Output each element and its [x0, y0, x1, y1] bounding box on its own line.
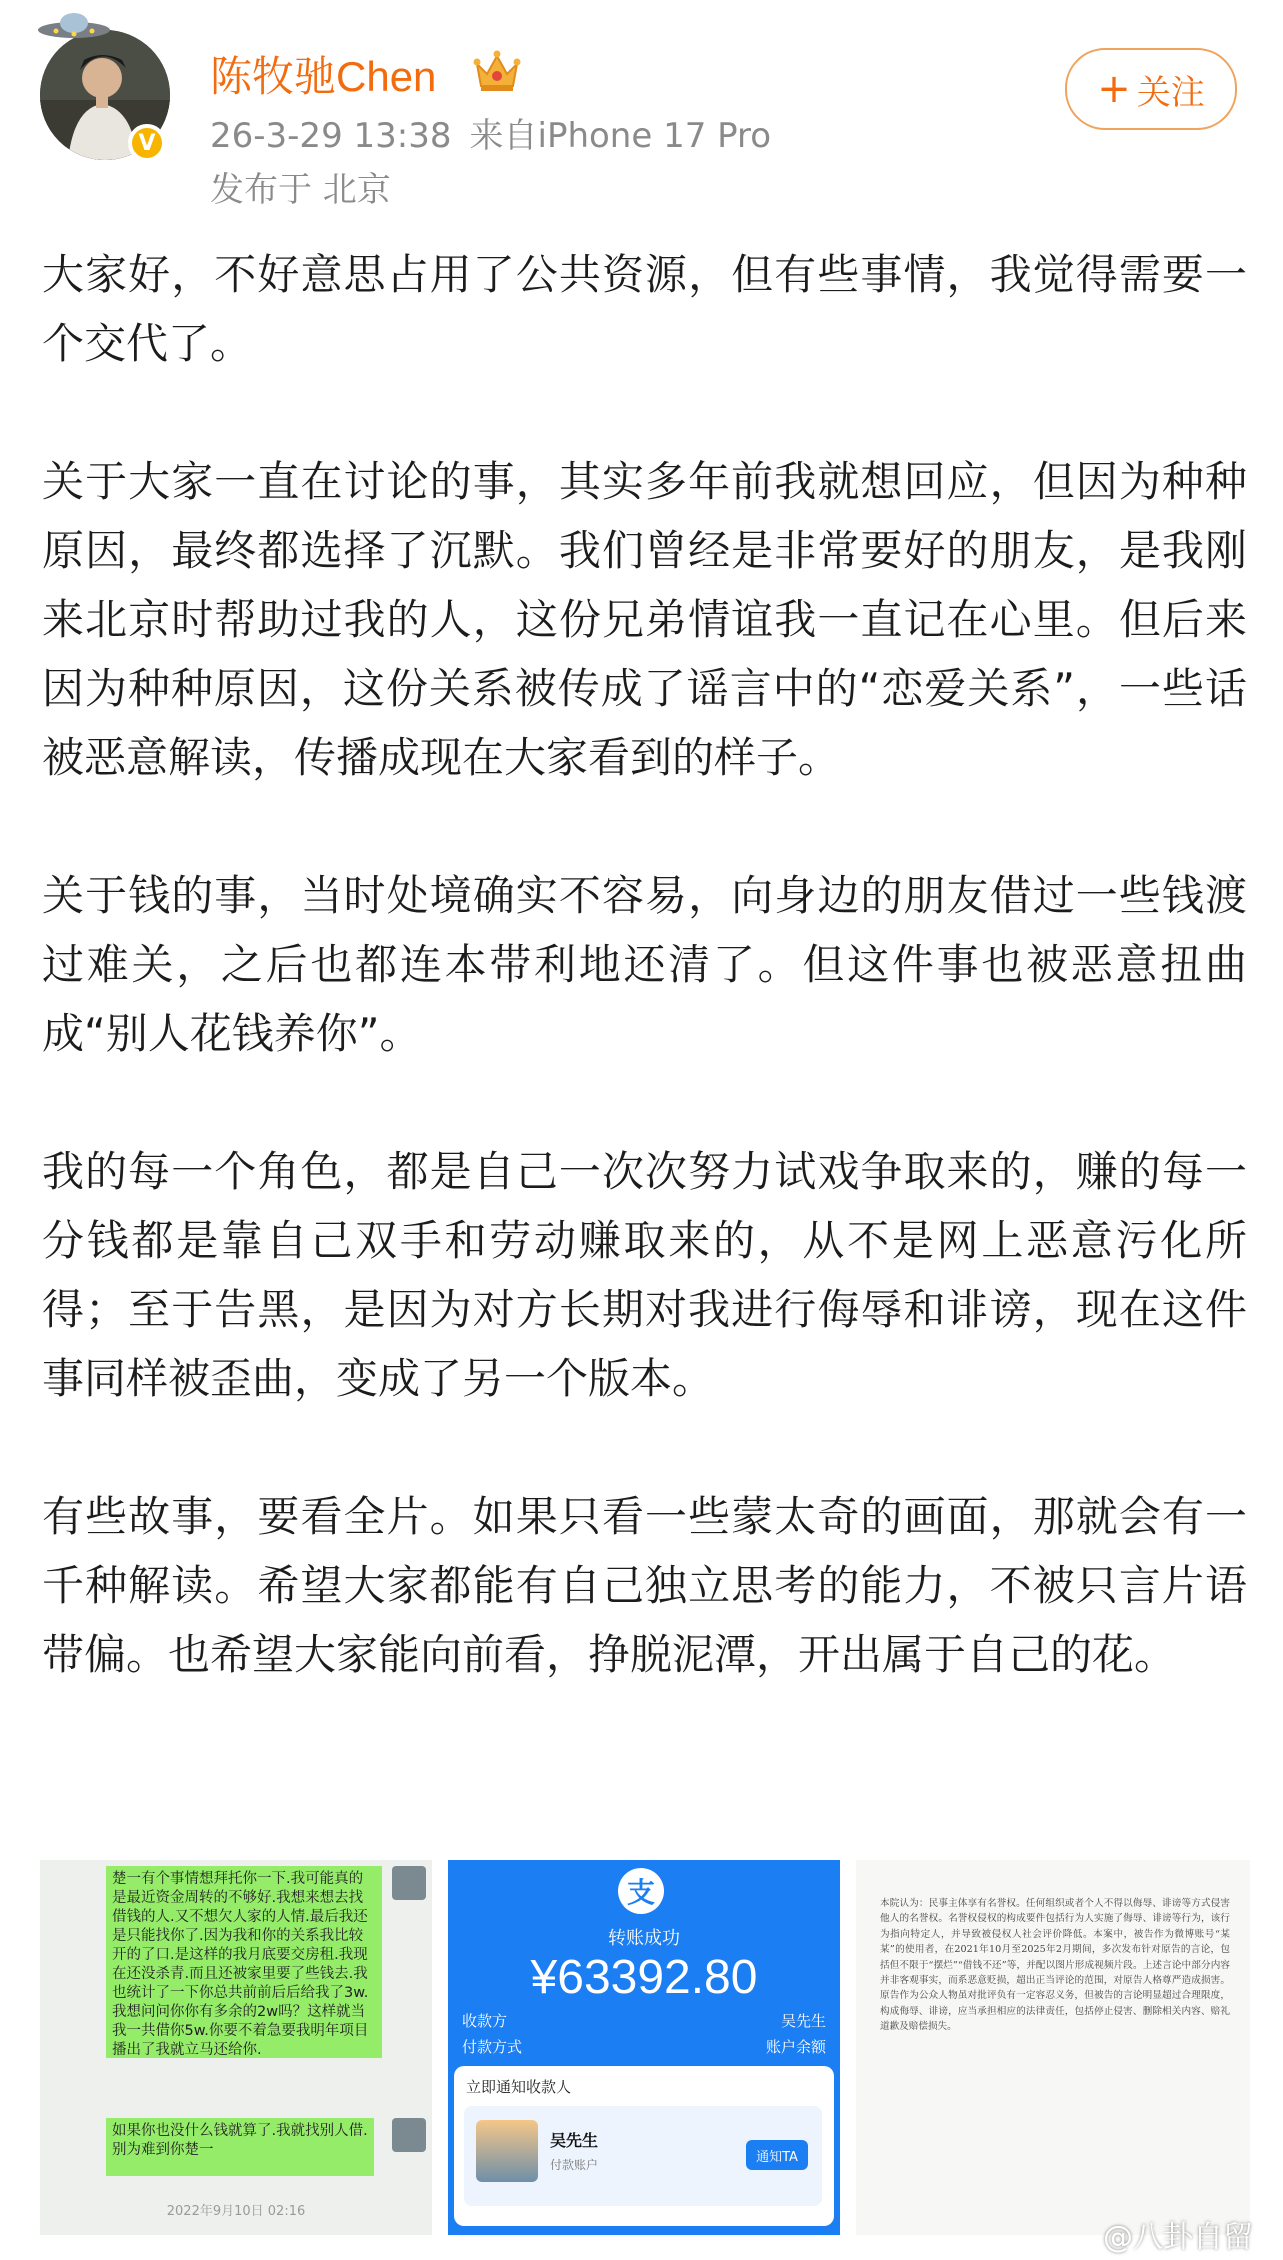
- payee-row: [462, 2010, 826, 2031]
- post-paragraph: 有些故事，要看全片。如果只看一些蒙太奇的画面，那就会有一千种解读。希望大家都能有自己独立思考的能力，不被只言片语带偏。也希望大家能向前看，挣脱泥潭，开出属于自己的花。: [42, 1492, 1247, 1679]
- post-paragraph: 我的每一个角色，都是自己一次次努力试戏争取来的，赚的每一分钱都是靠自己双手和劳动赚取来的，从不是网上恶意污化所得；至于告黑，是因为对方长期对我进行侮辱和诽谤，现在这件事同样被歪曲，变成了另一个版本。: [42, 1147, 1247, 1403]
- alipay-icon: 支: [618, 1868, 664, 1914]
- follow-button[interactable]: [1065, 48, 1237, 130]
- post-paragraph: 关于大家一直在讨论的事，其实多年前我就想回应，但因为种种原因，最终都选择了沉默。我们曾经是非常要好的朋友，是我刚来北京时帮助过我的人，这份兄弟情谊我一直记在心里。但后来因为种种原因，这份关系被传成了谣言中的“恋爱关系”，一些话被恶意解读，传播成现在大家看到的样子。: [42, 457, 1247, 782]
- payee-label: 收款方: [462, 2012, 508, 2030]
- post-paragraph: 大家好，不好意思占用了公共资源，但有些事情，我觉得需要一个交代了。: [42, 250, 1247, 368]
- transfer-status: 转账成功: [608, 1928, 680, 1949]
- watermark: @八卦自留: [1103, 2220, 1253, 2255]
- method-label: 付款方式: [462, 2038, 523, 2056]
- chat-message: 楚一有个事情想拜托你一下.我可能真的是最近资金周转的不够好.我想来想去找借钱的人.又不想欠人家的人情.最后我还是只能找你了.因为我和你的关系我比较开的了口.是这样的我月底要交房租.我现在还没杀青.而且还被家里要了些钱去.我也统计了一下你总共前前后后给我了3w.我想问问你你有多余的2w吗？这样就当我一共借你5w.你要不着急要我明年项目播出了我就立马还给你.: [106, 1866, 382, 2058]
- chat-avatar: [392, 2118, 426, 2152]
- post-location: 发布于 北京: [210, 170, 391, 210]
- document-text: 本院认为：民事主体享有名誉权。任何组织或者个人不得以侮辱、诽谤等方式侵害他人的名誉权。名誉权侵权的构成要件包括行为人实施了侮辱、诽谤等行为，该行为指向特定人，并导致被侵权人社会评价降低。本案中，被告作为微博账号“某某”的使用者，在2021年10月至2025年2月期间，多次发布针对原告的言论，包括但不限于“摆烂”“借钱不还”等，并配以图片形成视频片段。上述言论中部分内容并非客观事实，而系恶意贬损，超出正当评论的范围，对原告人格尊严造成损害。原告作为公众人物虽对批评负有一定容忍义务，但被告的言论明显超过合理限度，构成侮辱、诽谤，应当承担相应的法律责任，包括停止侵害、删除相关内容、赔礼道歉及赔偿损失。: [880, 1898, 1230, 2033]
- post-source: 来自iPhone 17 Pro: [469, 116, 772, 156]
- image-document-screenshot[interactable]: [856, 1860, 1250, 2235]
- notify-recipient: [464, 2106, 822, 2206]
- recipient-avatar: [476, 2120, 538, 2182]
- image-transfer-screenshot[interactable]: [448, 1860, 840, 2235]
- payee-value: 吴先生: [780, 2012, 826, 2030]
- crown-icon[interactable]: [472, 48, 522, 94]
- notify-title: 立即通知收款人: [466, 2078, 572, 2096]
- post-header: [0, 0, 1283, 225]
- follow-label: 关注: [1136, 72, 1205, 113]
- chat-timestamp: 2022年9月10日 02:16: [166, 2204, 306, 2219]
- method-row: [462, 2036, 826, 2057]
- chat-avatar: [392, 1866, 426, 1900]
- notify-card: [454, 2066, 834, 2226]
- transfer-amount: ¥63392.80: [530, 1951, 758, 2004]
- method-value: 账户余额: [765, 2038, 826, 2056]
- verified-v-icon: V: [128, 124, 166, 162]
- username[interactable]: 陈牧驰Chen: [210, 53, 437, 100]
- recipient-sub: 付款账户: [550, 2158, 599, 2172]
- image-grid: [40, 1860, 1250, 2235]
- ufo-decoration-icon: [34, 8, 114, 48]
- post-time: 26-3-29 13:38: [210, 116, 452, 156]
- post-meta: [210, 108, 771, 157]
- post-body: [42, 240, 1247, 1758]
- post-paragraph: 关于钱的事，当时处境确实不容易，向身边的朋友借过一些钱渡过难关，之后也都连本带利地还清了。但这件事也被恶意扭曲成“别人花钱养你”。: [42, 871, 1247, 1058]
- notify-button[interactable]: 通知TA: [746, 2140, 808, 2170]
- chat-message: 如果你也没什么钱就算了.我就找别人借.别为难到你楚一: [106, 2118, 374, 2176]
- image-chat-screenshot[interactable]: [40, 1860, 432, 2235]
- recipient-name: 吴先生: [550, 2131, 599, 2150]
- plus-icon: +: [1097, 66, 1131, 112]
